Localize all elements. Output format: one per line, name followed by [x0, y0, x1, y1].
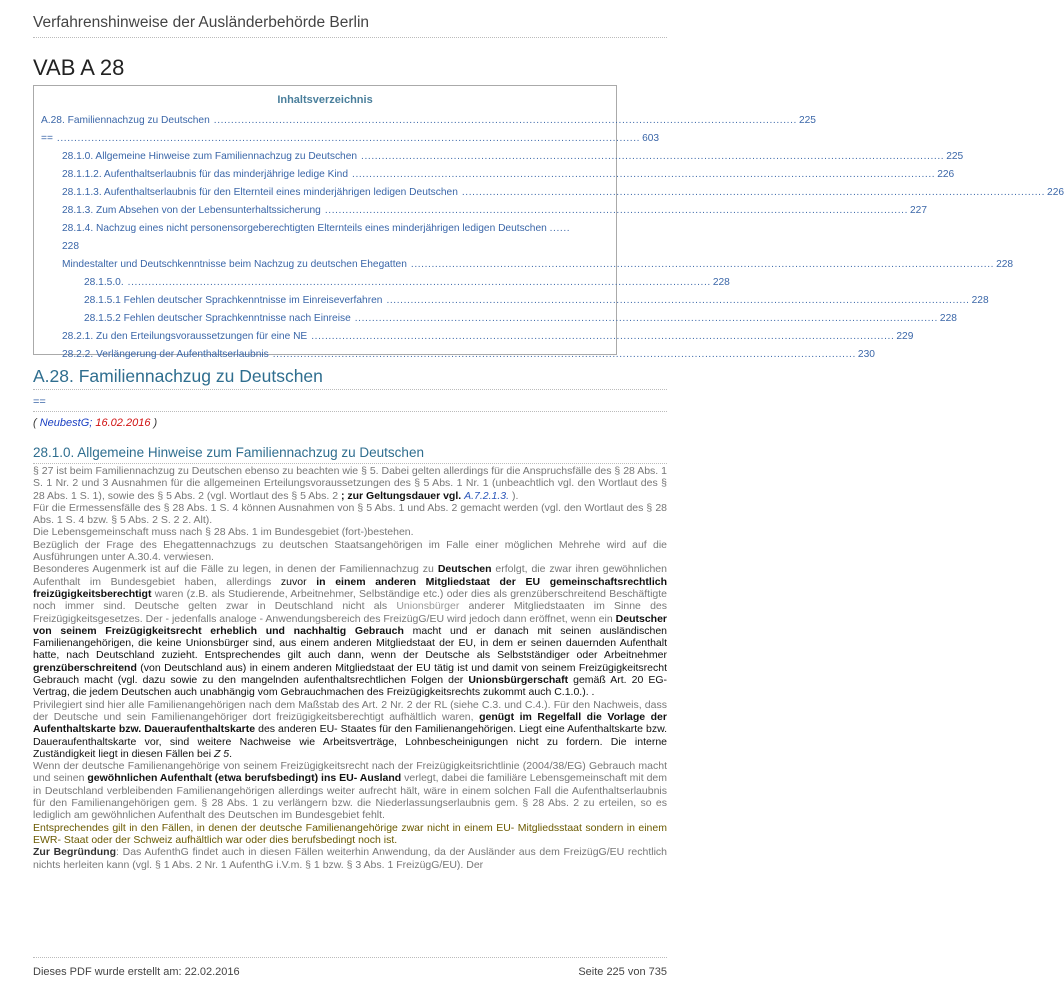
toc-entry[interactable]: 28.1.5.0. .......................................................................................................................................................................... 228	[84, 277, 730, 288]
reference-author-link[interactable]: NeubestG;	[39, 417, 93, 429]
section-divider	[33, 389, 667, 390]
paragraph: Zur Begründung: Das AufenthG findet auch in diesen Fällen weiterhin Anwendung, da der Ausländer aus dem FreizügG/EU rechtlich nichts herleiten kann (vgl. § 1 Abs. 2 Nr. 1 AufenthG i.V.m. § 1 bzw. § 3 Abs. 1 FreizügG/EU). Der	[33, 846, 667, 871]
cross-reference-link[interactable]: A.7.2.1.3.	[464, 489, 510, 502]
header-divider	[33, 37, 667, 38]
toc-heading: Inhaltsverzeichnis	[277, 94, 373, 106]
section-heading: A.28. Familiennachzug zu Deutschen	[33, 366, 323, 386]
toc-entry[interactable]: 28.1.4. Nachzug eines nicht personensorgeberechtigten Elternteils eines minderjährigen ledigen Deutschen ...... 228	[62, 223, 571, 252]
toc-entry[interactable]: 28.1.3. Zum Absehen von der Lebensunterhaltssicherung .......................................................................................................................................................................... 227	[62, 205, 927, 216]
paragraph: Entsprechendes gilt in den Fällen, in denen der deutsche Familienangehörige zwar nicht in einem EU- Mitgliedsstaat sondern in einem EWR- Staat oder der Schweiz aufhältlich war oder dies berufsbedingt noch ist.	[33, 821, 667, 846]
subsection-divider	[33, 463, 667, 464]
toc-entry[interactable]: A.28. Familiennachzug zu Deutschen .......................................................................................................................................................................... 225	[41, 115, 816, 126]
paragraph: Für die Ermessensfälle des § 28 Abs. 1 S. 4 können Ausnahmen von § 5 Abs. 1 und Abs. 2 gemacht werden (vgl. den Wortlaut des § 28 Abs. 1 S. 4 bzw. § 5 Abs. 2 S. 2 2. Alt).	[33, 501, 667, 527]
paragraph: Besonderes Augenmerk ist auf die Fälle zu legen, in denen der Familiennachzug zu Deutschen erfolgt, die zwar ihren gewöhnlichen Aufenthalt im Bundesgebiet haben, allerdings zuvor in einem anderen Mitgliedstaat der EU gemeinschaftsrechtlich freizügigkeitsberechtigt waren (z.B. als Studierende, Arbeitnehmer, Selbständige etc.) oder dies als grenzüberschreitend Beschäftigte noch immer sind. Deutsche gelten zwar in Deutschland nicht als Unionsbürger anderer Mitgliedstaaten im Sinne des Freizügigkeitsgesetzes. Der - jedenfalls analoge - Anwendungsbereich des FreizügG/EU wird jedoch dann eröffnet, wenn ein Deutscher von seinem Freizügigkeitsrecht erheblich und nachhaltig Gebrauch macht und er danach mit seinen ausländischen Familienangehörigen, die keine Unionsbürger sind, aus einem anderen Mitgliedstaat der EU, in dem er seinen dauernden Aufenthalt hatte, nach Deutschland zuzieht. Entsprechendes gilt auch dann, wenn der Deutsche als Selbstständiger oder Arbeitnehmer grenzüberschreitend (von Deutschland aus) in einem anderen Mitgliedstaat der EU tätig ist und damit von seinem Freizügigkeitsrecht Gebrauch macht (vgl. dazu sowie zu den mangelnden aufenthaltsrechtlichen Folgen der Unionsbürgerschaft gemäß Art. 20 EG-Vertrag, die jedem Deutschen auch unabhängig vom Gebrauchmachen des Freizügigkeitsrechts zukommt auch C.1.0.). .	[33, 563, 668, 699]
toc-entry[interactable]: 28.1.0. Allgemeine Hinweise zum Familiennachzug zu Deutschen .......................................................................................................................................................................... 225	[62, 151, 964, 162]
toc-entry[interactable]: 28.2.2. Verlängerung der Aufenthaltserlaubnis .......................................................................................................................................................................... 230	[62, 349, 875, 360]
subsection-heading: 28.1.0. Allgemeine Hinweise zum Familiennachzug zu Deutschen	[33, 445, 424, 460]
header-title: Verfahrenshinweise der Ausländerbehörde Berlin	[33, 14, 370, 31]
toc-entry[interactable]: 28.1.5.1 Fehlen deutscher Sprachkenntnisse im Einreiseverfahren .......................................................................................................................................................................... 228	[84, 295, 989, 306]
body-text	[33, 465, 667, 871]
paragraph: Wenn der deutsche Familienangehörige von seinem Freizügigkeitsrecht nach der Freizügigkeitsrichtlinie (2004/38/EG) Gebrauch macht und seinen gewöhnlichen Aufenthalt (etwa berufsbedingt) ins EU- Ausland verlegt, dabei die familiäre Lebensgemeinschaft mit dem in Deutschland verbleibenden Familienangehörigen allerdings weiter aufrecht hält, wäre in einem solchen Fall die Aufenthaltserlaubnis für den Familienangehörigen gem. § 28 Abs. 1 zu verlängern bzw. die Niederlassungserlaubnis gem. § 28 Abs. 2 zu erteilen, so es lediglich am gewöhnlichen Aufenthalt des Deutschen im Bundesgebiet fehlt.	[33, 760, 667, 822]
toc-entry[interactable]: 28.1.1.2. Aufenthaltserlaubnis für das minderjährige ledige Kind .......................................................................................................................................................................... 226	[62, 169, 955, 180]
footer-created-date: Dieses PDF wurde erstellt am: 22.02.2016	[33, 966, 240, 978]
footer-page-number: Seite 225 von 735	[578, 966, 667, 978]
separator-divider	[33, 411, 667, 412]
paragraph: Die Lebensgemeinschaft muss nach § 28 Abs. 1 im Bundesgebiet (fort-)bestehen.	[33, 526, 414, 539]
paragraph: Bezüglich der Frage des Ehegattennachzugs zu deutschen Staatsangehörigen im Falle einer möglichen Mehrehe wird auf die Ausführungen unter A.30.4. verwiesen.	[33, 538, 667, 564]
reference-date: 16.02.2016	[92, 417, 151, 429]
toc-entry[interactable]: == .......................................................................................................................................................................... 603	[41, 133, 660, 144]
toc-entry[interactable]: Mindestalter und Deutschkenntnisse beim Nachzug zu deutschen Ehegatten .......................................................................................................................................................................... 228	[62, 259, 1014, 270]
toc-entry[interactable]: 28.2.1. Zu den Erteilungsvoraussetzungen für eine NE .......................................................................................................................................................................... 229	[62, 331, 914, 342]
table-of-contents	[33, 85, 1064, 360]
document-title: VAB A 28	[33, 55, 125, 80]
paragraph: § 27 ist beim Familiennachzug zu Deutschen ebenso zu beachten wie § 5. Dabei gelten allerdings für die Anspruchsfälle des § 28 Abs. 1 S. 1 Nr. 2 und 3 Ausnahmen für die allgemeinen Erteilungsvoraussetzungen des § 5 Abs. 1 Nr. 1 (unbeachtlich vgl. den Wortlaut des § 28 Abs. 1 S. 1), sowie des § 5 Abs. 2 (vgl. Wortlaut des § 5 Abs. 2 ; zur Geltungsdauer vgl. A.7.2.1.3. ).	[33, 465, 667, 502]
footer-divider	[33, 957, 667, 958]
separator-text: ==	[33, 396, 46, 408]
paragraph: Privilegiert sind hier alle Familienangehörigen nach dem Maßstab des Art. 2 Nr. 2 der RL (siehe C.3. und C.4.). Für den Nachweis, dass der Deutsche und sein Familienangehöriger dort freizügigkeitsberechtigt aufhältlich waren, genügt im Regelfall die Vorlage der Aufenthaltskarte bzw. Daueraufenthaltskarte des anderen EU- Staates für den Familienangehörigen. Liegt eine Aufenthaltskarte bzw. Daueraufenthaltskarte vor, sind weitere Nachweise wie Arbeitsverträge, Lohnbescheinigungen nicht zu fordern. Die interne Zuständigkeit liegt in diesen Fällen bei Z 5.	[33, 698, 667, 760]
toc-entry[interactable]: 28.1.5.2 Fehlen deutscher Sprachkenntnisse nach Einreise .......................................................................................................................................................................... 228	[84, 313, 957, 324]
toc-entry[interactable]: 28.1.1.3. Aufenthaltserlaubnis für den Elternteil eines minderjährigen ledigen Deutschen .......................................................................................................................................................................... 226	[62, 187, 1064, 198]
reference-note: ( NeubestG; 16.02.2016 )	[33, 417, 158, 429]
